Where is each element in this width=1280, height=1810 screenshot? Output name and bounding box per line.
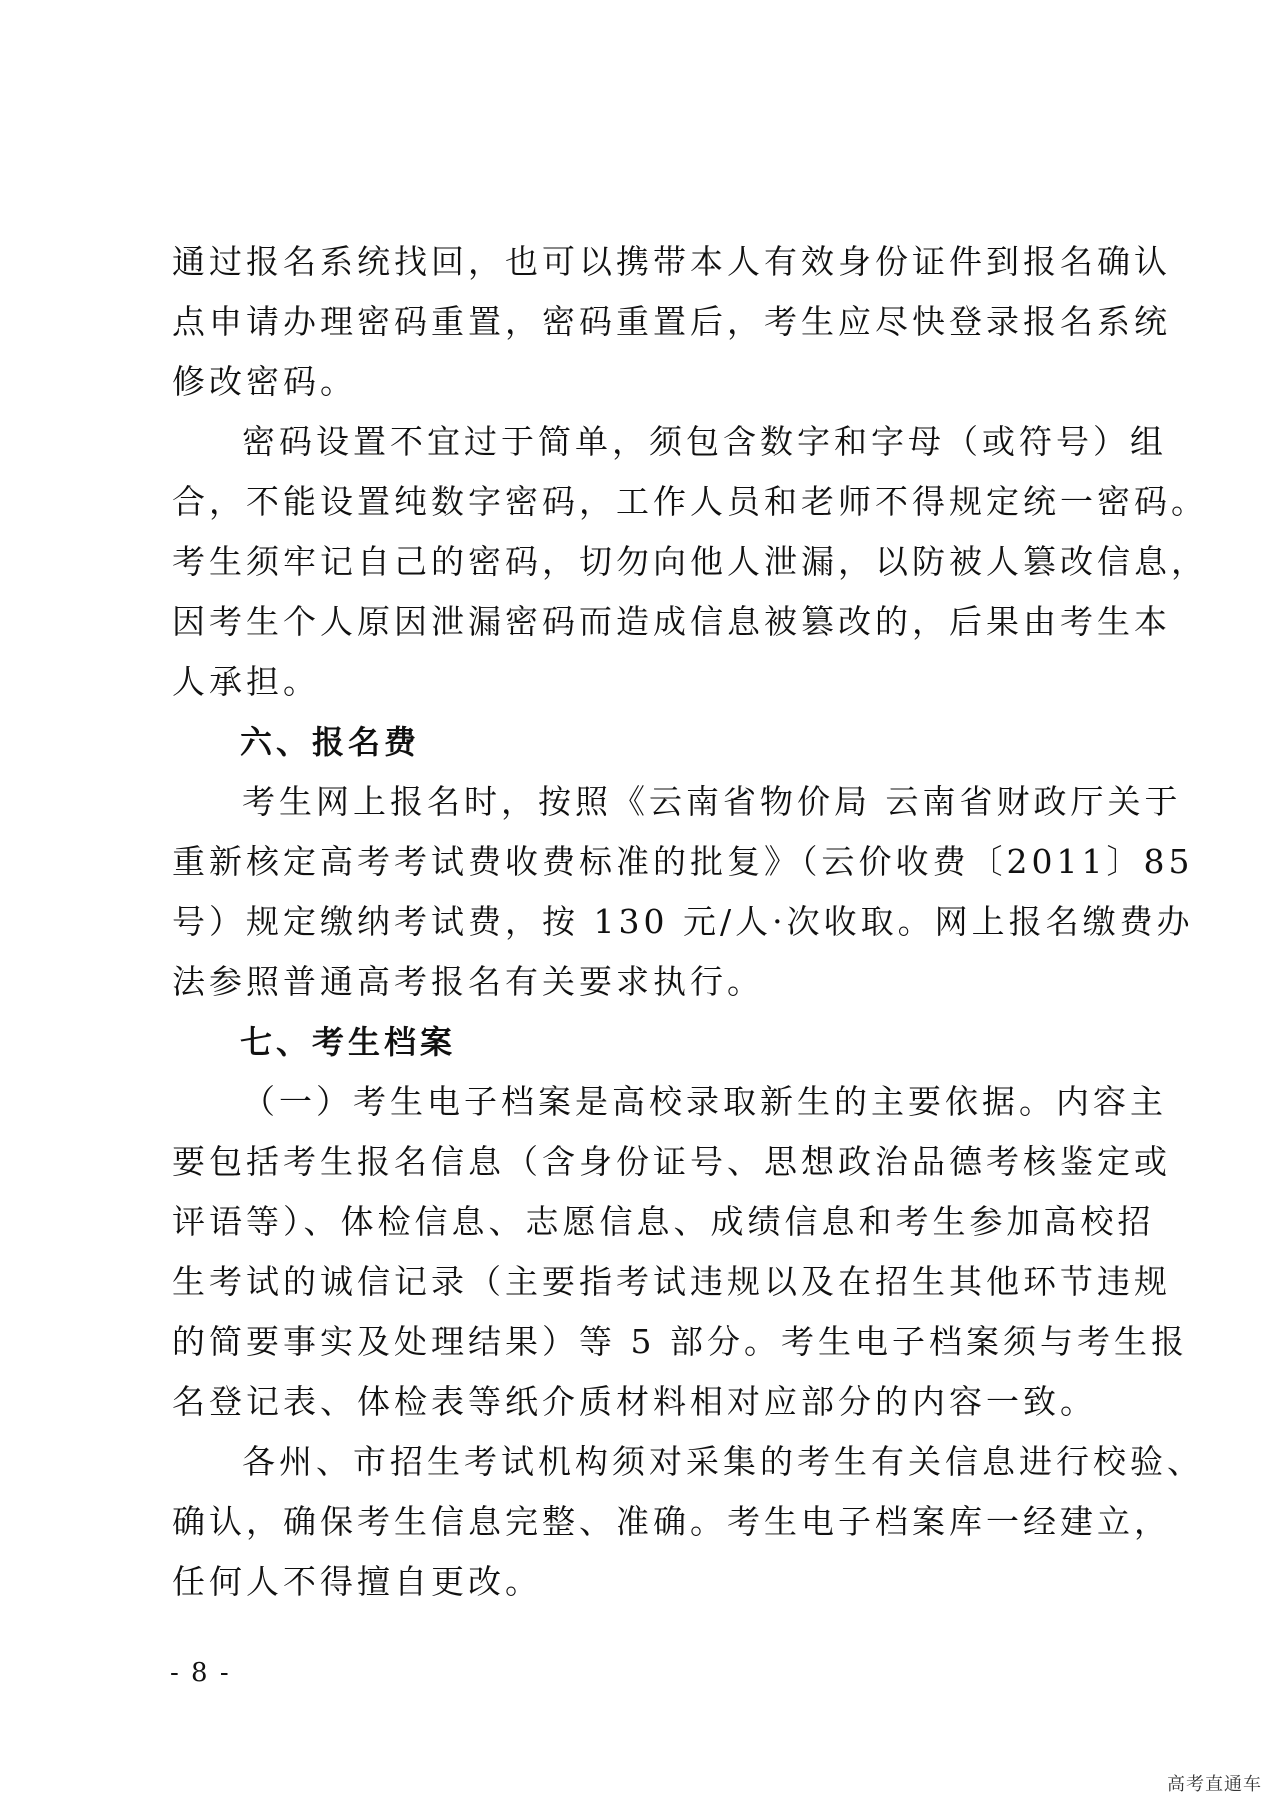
body-line: 的简要事实及处理结果）等 5 部分。考生电子档案须与考生报 bbox=[172, 1322, 1188, 1361]
body-line: 密码设置不宜过于简单，须包含数字和字母（或符号）组 bbox=[242, 422, 1167, 461]
section-heading-student-archive: 七、考生档案 bbox=[240, 1023, 457, 1061]
body-line: 确认，确保考生信息完整、准确。考生电子档案库一经建立， bbox=[172, 1502, 1171, 1541]
body-line: 人承担。 bbox=[172, 662, 320, 701]
body-line: 各州、市招生考试机构须对采集的考生有关信息进行校验、 bbox=[242, 1442, 1204, 1481]
body-line: 法参照普通高考报名有关要求执行。 bbox=[172, 962, 764, 1001]
section-heading-registration-fee: 六、报名费 bbox=[240, 723, 421, 761]
document-body bbox=[172, 232, 1208, 1612]
body-line: 考生须牢记自己的密码，切勿向他人泄漏，以防被人篡改信息， bbox=[172, 542, 1208, 581]
body-line: 生考试的诚信记录（主要指考试违规以及在招生其他环节违规 bbox=[172, 1262, 1171, 1301]
page-number: - 8 - bbox=[170, 1658, 231, 1688]
body-line: 点申请办理密码重置，密码重置后，考生应尽快登录报名系统 bbox=[172, 302, 1171, 341]
body-line: 号）规定缴纳考试费，按 130 元/人·次收取。网上报名缴费办 bbox=[172, 902, 1194, 941]
body-line: 评语等）、体检信息、志愿信息、成绩信息和考生参加高校招 bbox=[172, 1202, 1155, 1241]
body-line: 考生网上报名时，按照《云南省物价局 云南省财政厅关于 bbox=[242, 782, 1182, 821]
body-line: 通过报名系统找回，也可以携带本人有效身份证件到报名确认 bbox=[172, 242, 1171, 281]
watermark-text: 高考直通车 bbox=[1167, 1774, 1262, 1795]
body-line: （一）考生电子档案是高校录取新生的主要依据。内容主 bbox=[242, 1082, 1167, 1121]
body-line: 合，不能设置纯数字密码，工作人员和老师不得规定统一密码。 bbox=[172, 482, 1208, 521]
body-line: 任何人不得擅自更改。 bbox=[172, 1562, 542, 1601]
body-line: 名登记表、体检表等纸介质材料相对应部分的内容一致。 bbox=[172, 1382, 1097, 1421]
body-line: 要包括考生报名信息（含身份证号、思想政治品德考核鉴定或 bbox=[172, 1142, 1171, 1181]
body-line: 因考生个人原因泄漏密码而造成信息被篡改的，后果由考生本 bbox=[172, 602, 1171, 641]
body-line: 修改密码。 bbox=[172, 362, 357, 401]
body-line: 重新核定高考考试费收费标准的批复》（云价收费〔2011〕85 bbox=[172, 842, 1194, 881]
